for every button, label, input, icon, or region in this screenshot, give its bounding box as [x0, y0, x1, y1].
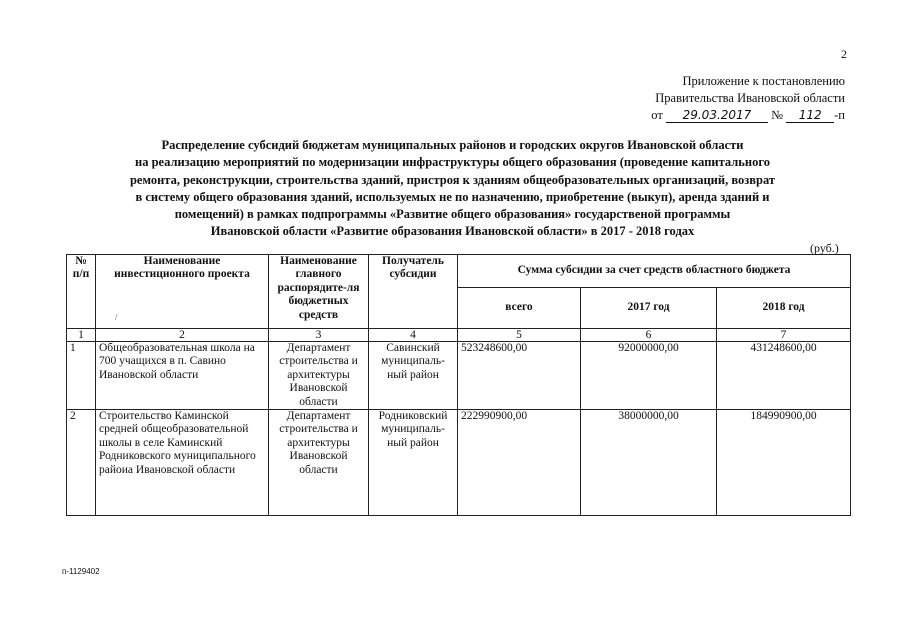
header-total: всего: [458, 288, 581, 329]
appendix-date-number-line: [651, 107, 845, 124]
row-manager: Департамент строительства и архитектуры Ивановской области: [269, 342, 369, 410]
heading-line: на реализацию мероприятий по модернизации инфраструктуры общего образования (проведение капитального: [135, 155, 770, 170]
column-number-row: [67, 329, 851, 342]
header-manager: Наименование главного распорядите-ля бюджетных средств: [269, 255, 369, 329]
row-recipient: Родниковский муниципаль-ный район: [369, 410, 458, 516]
column-number: 5: [458, 329, 581, 342]
stray-mark: /: [115, 312, 118, 322]
date-prefix: от: [651, 108, 663, 122]
header-2017: 2017 год: [581, 288, 717, 329]
column-number: 1: [67, 329, 96, 342]
header-num: № п/п: [67, 255, 96, 329]
appendix-caption-line2: Правительства Ивановской области: [655, 91, 845, 105]
currency-unit: (руб.): [810, 241, 839, 255]
row-total: 222990900,00: [458, 410, 581, 516]
header-recipient: Получатель субсидии: [369, 255, 458, 329]
handwritten-date: 29.03.2017: [666, 109, 768, 123]
row-2017: 92000000,00: [581, 342, 717, 410]
page-number: 2: [841, 47, 847, 61]
row-project: Общеобразовательная школа на 700 учащихся в п. Савино Ивановской области: [96, 342, 269, 410]
column-number: 2: [96, 329, 269, 342]
column-number: 3: [269, 329, 369, 342]
column-number: 4: [369, 329, 458, 342]
document-heading: [55, 137, 850, 241]
heading-line: ремонта, реконструкции, строительства зданий, пристроя к зданиям общеобразовательных организаций, возврат: [129, 172, 776, 187]
number-suffix: -п: [834, 108, 845, 122]
heading-line: Распределение субсидий бюджетам муниципальных районов и городских округов Ивановской области: [161, 138, 744, 152]
table-header-row: [67, 255, 851, 288]
row-2018: 184990900,00: [717, 410, 851, 516]
heading-line: Ивановской области «Развитие образования Ивановской области» в 2017 - 2018 годах: [210, 224, 695, 239]
heading-line: помещений) в рамках подпрограммы «Развитие общего образования» государственой программы: [174, 207, 731, 222]
heading-line: в систему общего образования зданий, используемых не по назначению, приобретение (выкуп), аренда зданий и: [135, 189, 770, 204]
table-row: [67, 342, 851, 410]
subsidy-table: [66, 254, 851, 516]
row-num: 1: [67, 342, 96, 410]
header-sum-group: Сумма субсидии за счет средств областного бюджета: [458, 255, 851, 288]
header-2018: 2018 год: [717, 288, 851, 329]
row-recipient: Савинский муниципаль-ный район: [369, 342, 458, 410]
row-num: 2: [67, 410, 96, 516]
row-2017: 38000000,00: [581, 410, 717, 516]
column-number: 7: [717, 329, 851, 342]
row-project: Строительство Каминской средней общеобразовательной школы в селе Каминский Родниковского муниципального райоиа Ивановской области: [96, 410, 269, 516]
column-number: 6: [581, 329, 717, 342]
number-sign: №: [771, 108, 784, 122]
table-row: [67, 410, 851, 516]
appendix-caption-line1: Приложение к постановлению: [682, 74, 845, 88]
handwritten-number: 112: [786, 109, 834, 123]
document-code: п-1129402: [62, 567, 100, 576]
row-total: 523248600,00: [458, 342, 581, 410]
row-manager: Департамент строительства и архитектуры Ивановской области: [269, 410, 369, 516]
header-project: Наименование инвестиционного проекта: [96, 255, 269, 329]
row-2018: 431248600,00: [717, 342, 851, 410]
